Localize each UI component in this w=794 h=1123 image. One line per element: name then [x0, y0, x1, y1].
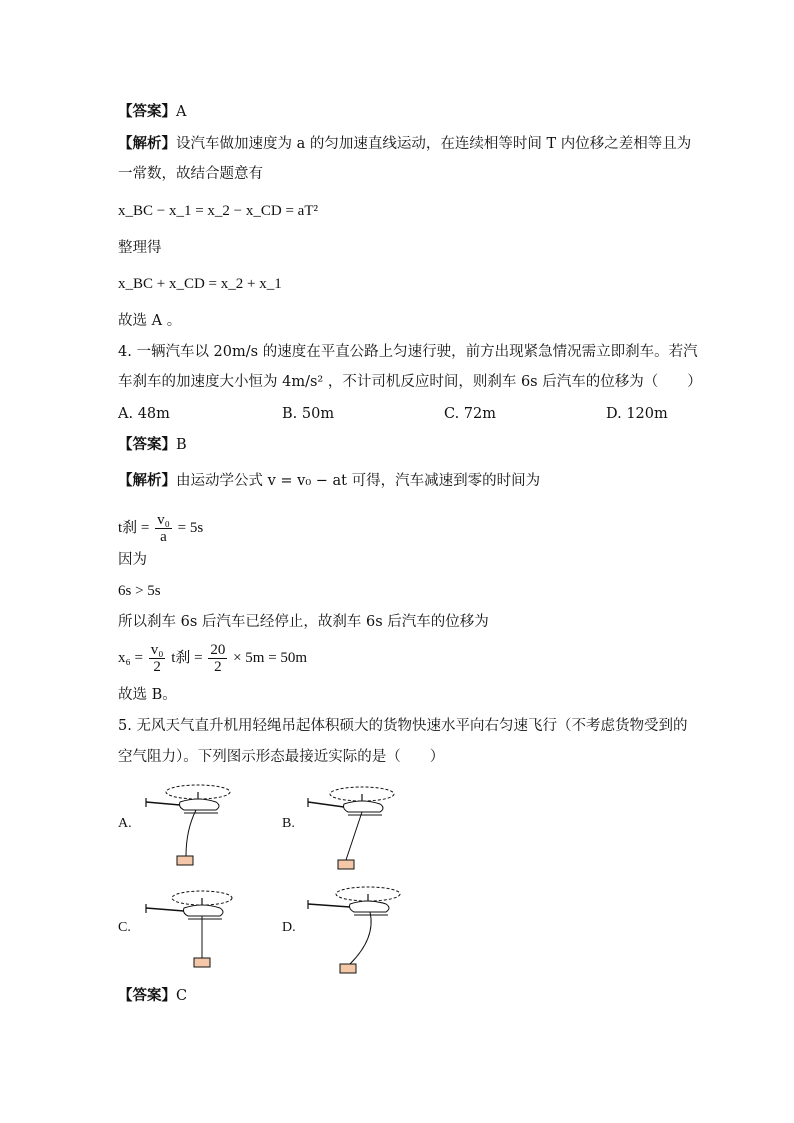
conclusion-4: 故选 B。	[118, 687, 177, 703]
cargo-icon	[177, 856, 193, 865]
helicopter-diagram-c	[142, 886, 242, 972]
q5-option-b-label: B.	[282, 816, 295, 831]
rope-icon	[350, 912, 371, 964]
q4-option-a: A. 48m	[118, 406, 170, 422]
analysis-text: 由运动学公式 v = v₀ − at 可得，汽车减速到零的时间为	[176, 473, 541, 489]
fraction-denominator: a	[160, 529, 167, 545]
fraction-denominator: 2	[153, 659, 161, 675]
answer-tag: 【答案】	[118, 436, 176, 453]
analysis-tag: 【解析】	[118, 135, 176, 152]
tidy-text: 整理得	[118, 240, 162, 256]
rope-icon	[186, 810, 196, 856]
fraction	[155, 512, 172, 545]
eq-lhs: t刹 =	[118, 519, 150, 536]
fraction-numerator: v₀	[150, 642, 164, 658]
fraction	[208, 642, 227, 675]
analysis-4-line1	[118, 471, 540, 491]
q4-line2: 车刹车的加速度大小恒为 4m/s² ，不计司机反应时间，则刹车 6s 后汽车的位移为（ ）	[118, 374, 702, 390]
eq-mid: t刹 =	[171, 649, 203, 666]
helicopter-body-icon	[350, 901, 390, 912]
compare-text: 6s > 5s	[118, 583, 161, 599]
answer-3	[118, 102, 186, 122]
fraction-numerator: 20	[210, 642, 226, 658]
analysis-3-line2: 一常数，故结合题意有	[118, 166, 263, 182]
fraction-numerator: v₀	[157, 512, 170, 528]
rope-icon	[346, 812, 362, 860]
analysis-4-line2: 所以刹车 6s 后汽车已经停止，故刹车 6s 后汽车的位移为	[118, 614, 489, 630]
eq-rhs: × 5m = 50m	[233, 649, 308, 666]
analysis-text: 设汽车做加速度为 a 的匀加速直线运动，在连续相等时间 T 内位移之差相等且为	[176, 136, 692, 152]
cargo-icon	[338, 860, 354, 869]
because-text: 因为	[118, 552, 147, 568]
helicopter-body-icon	[184, 905, 224, 916]
answer-tag: 【答案】	[118, 103, 176, 120]
equation-displacement	[118, 642, 307, 675]
cargo-icon	[340, 964, 356, 973]
fraction	[149, 642, 166, 675]
helicopter-body-icon	[180, 799, 220, 810]
answer-value: A	[176, 104, 187, 120]
q5-line1: 5. 无风天气直升机用轻绳吊起体积硕大的货物快速水平向右匀速飞行（不考虑货物受到的	[118, 718, 688, 734]
fraction-denominator: 2	[214, 659, 222, 675]
answer-4	[118, 435, 187, 455]
answer-5	[118, 986, 187, 1006]
q5-option-c-label: C.	[118, 920, 131, 935]
equation-2: x_BC + x_CD = x_2 + x_1	[118, 276, 282, 292]
q4-line1: 4. 一辆汽车以 20m/s 的速度在平直公路上匀速行驶，前方出现紧急情况需立即刹车。若汽	[118, 344, 698, 360]
helicopter-diagram-d	[304, 882, 408, 978]
q5-option-d-label: D.	[282, 920, 296, 935]
analysis-tag: 【解析】	[118, 472, 176, 489]
cargo-icon	[194, 958, 210, 967]
q4-option-c: C. 72m	[444, 406, 496, 422]
conclusion-3: 故选 A 。	[118, 313, 182, 329]
answer-tag: 【答案】	[118, 987, 176, 1004]
answer-value: B	[176, 437, 187, 453]
helicopter-body-icon	[344, 801, 384, 812]
q4-option-d: D. 120m	[606, 406, 668, 422]
q5-line2: 空气阻力）。下列图示形态最接近实际的是（ ）	[118, 749, 445, 765]
answer-value: C	[176, 988, 188, 1004]
equation-1: x_BC − x_1 = x_2 − x_CD = aT²	[118, 203, 319, 219]
eq-lhs: x₆ =	[118, 649, 143, 666]
equation-brake-time	[118, 512, 203, 545]
analysis-3-line1	[118, 134, 691, 154]
helicopter-diagram-a	[140, 780, 240, 870]
helicopter-diagram-b	[304, 782, 404, 874]
eq-rhs: = 5s	[177, 519, 204, 536]
q5-option-a-label: A.	[118, 816, 132, 831]
q4-option-b: B. 50m	[282, 406, 335, 422]
